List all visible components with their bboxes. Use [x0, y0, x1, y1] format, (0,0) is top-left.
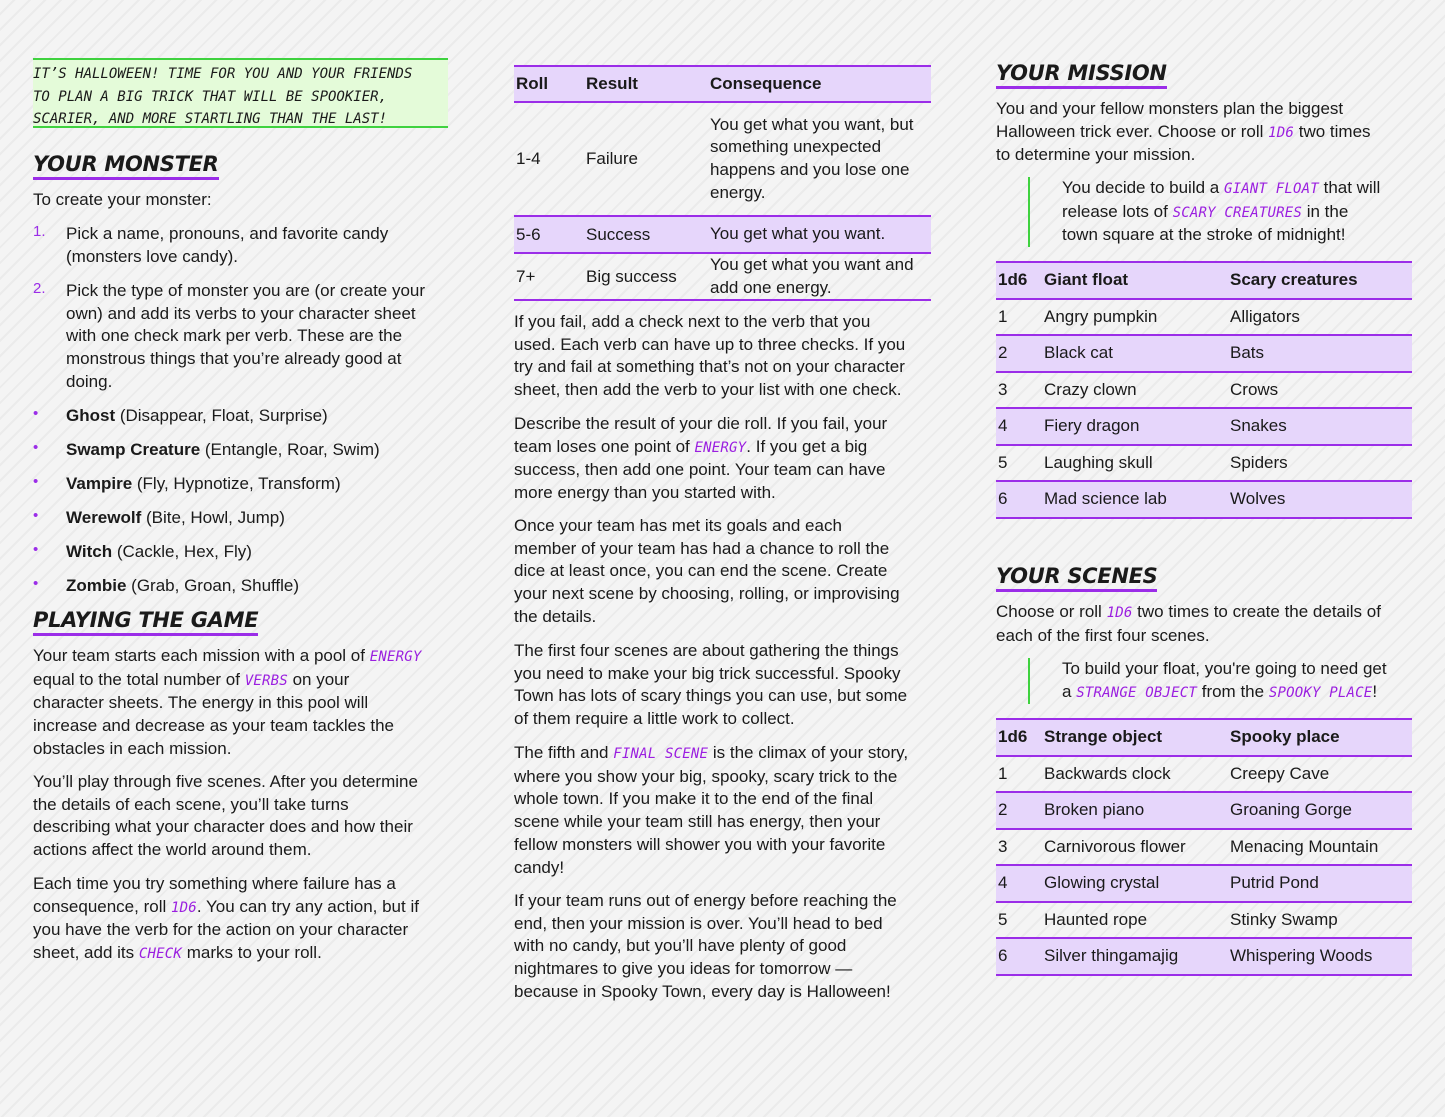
intro-line: SCARIER, AND MORE STARTLING THAN THE LAST!: [33, 111, 388, 128]
die-cell: 6: [998, 489, 1008, 509]
step-text: Pick the type of monster you are (or create your: [66, 281, 426, 300]
mission-callout: [1028, 177, 1412, 247]
heading-your-monster: YOUR MONSTER: [33, 151, 219, 180]
text: to determine your mission.: [996, 145, 1196, 165]
keyword-energy: ENERGY: [694, 439, 747, 456]
paragraph-describe-result: [514, 413, 931, 505]
text: Choose or roll: [996, 602, 1107, 621]
text: more energy than you started with.: [514, 483, 776, 503]
table-row: [514, 216, 931, 253]
float-cell: Mad science lab: [1044, 489, 1167, 509]
paragraph-five-scenes: [33, 771, 448, 862]
roll-table: [514, 65, 931, 301]
monster-name: Vampire: [66, 474, 133, 493]
text: member of your team has had a chance to roll the: [514, 538, 890, 558]
monster-verbs: (Entangle, Roar, Swim): [200, 440, 380, 459]
creature-cell: Spiders: [1230, 452, 1288, 472]
text: used. Each verb can have up to three checks. If you: [514, 334, 906, 354]
table-row: [996, 829, 1412, 866]
text: energy.: [710, 182, 766, 202]
die-cell: 5: [998, 909, 1008, 929]
text: Once your team has met its goals and each: [514, 516, 842, 535]
text: describing what your character does and how their: [33, 817, 413, 837]
step-text: Pick a name, pronouns, and favorite candy: [66, 224, 389, 243]
paragraph-mission: [996, 98, 1412, 167]
text: because in Spooky Town, every day is Halloween!: [514, 981, 891, 1001]
monster-verbs: (Grab, Groan, Shuffle): [126, 576, 300, 595]
text: Each time you try something where failure has a: [33, 874, 396, 893]
consequence-cell: [708, 102, 931, 216]
text: from the: [1197, 681, 1269, 701]
text: !: [1372, 681, 1378, 701]
keyword-spooky-place: SPOOKY PLACE: [1268, 684, 1373, 701]
result-cell: Failure: [586, 149, 638, 168]
text: Your team starts each mission with a pool of: [33, 646, 370, 665]
die-cell: 6: [998, 946, 1008, 966]
text: something unexpected: [710, 137, 882, 157]
monster-name: Witch: [66, 542, 113, 561]
keyword-energy: ENERGY: [369, 649, 422, 665]
float-cell: Black cat: [1044, 343, 1113, 363]
table-row: [996, 902, 1412, 939]
text: To build your float, you're going to need get: [1062, 659, 1387, 678]
paragraph-scenes: [996, 601, 1412, 647]
text: try and fail at something that’s not on your character: [514, 357, 905, 377]
step-text: with one check mark per verb. These are the: [66, 326, 403, 346]
text: happens and you lose one: [710, 160, 910, 179]
monster-name: Werewolf: [66, 508, 142, 527]
die-cell: 5: [998, 452, 1008, 472]
object-cell: Haunted rope: [1044, 909, 1148, 929]
monster-name: Zombie: [66, 576, 127, 595]
paragraph-roll: [33, 873, 448, 966]
text: team loses one point of: [514, 436, 695, 456]
monster-name: Swamp Creature: [66, 440, 201, 459]
text: whole town. If you make it to the end of the final: [514, 789, 874, 809]
table-row: [996, 865, 1412, 902]
bullet: •: [33, 507, 39, 524]
text: The fifth and: [514, 743, 614, 762]
keyword-scary-creatures: SCARY CREATURES: [1172, 204, 1302, 221]
die-cell: 4: [998, 416, 1008, 436]
text: the details of each scene, you’ll take turns: [33, 794, 349, 814]
place-cell: Stinky Swamp: [1230, 909, 1338, 929]
bullet: •: [33, 439, 39, 456]
text: obstacles in each mission.: [33, 738, 232, 758]
text: If you fail, add a check next to the verb that you: [514, 312, 871, 331]
scenes-table: [996, 718, 1412, 976]
object-cell: Silver thingamajig: [1044, 946, 1179, 966]
text: in the: [1302, 201, 1349, 221]
text: dice at least once, you can end the scene. Create: [514, 561, 888, 581]
step-number: 1.: [33, 223, 46, 240]
text: If your team runs out of energy before reaching the: [514, 891, 897, 910]
keyword-1d6: 1D6: [1106, 605, 1133, 621]
table-row: [996, 756, 1412, 793]
text: is the climax of your story,: [708, 743, 909, 762]
object-cell: Broken piano: [1044, 800, 1145, 820]
header-spooky-place: Spooky place: [1230, 727, 1340, 747]
intro-line: IT’S HALLOWEEN! TIME FOR YOU AND YOUR FRIENDS: [33, 66, 413, 82]
text: add one energy.: [710, 277, 832, 297]
text: where you show your big, spooky, scary trick to the: [514, 766, 898, 786]
paragraph-final-scene: [514, 742, 931, 879]
paragraph-energy-pool: [33, 645, 448, 761]
bullet: •: [33, 405, 39, 422]
place-cell: Whispering Woods: [1230, 946, 1373, 966]
text: Describe the result of your die roll. If you fail, your: [514, 414, 888, 433]
text: scene while your team still has energy, then your: [514, 812, 881, 832]
die-cell: 4: [998, 873, 1008, 893]
text: each of the first four scenes.: [996, 625, 1210, 645]
keyword-strange-object: STRANGE OBJECT: [1076, 684, 1197, 701]
bullet: •: [33, 473, 39, 490]
header-1d6: 1d6: [998, 727, 1028, 747]
keyword-1d6: 1D6: [1268, 124, 1295, 141]
consequence-cell: [708, 216, 931, 253]
text: You get what you want, but: [710, 114, 914, 134]
float-cell: Crazy clown: [1044, 379, 1137, 399]
text: You decide to build a: [1062, 178, 1224, 197]
keyword-1d6: 1D6: [170, 899, 197, 916]
step-text: (monsters love candy).: [66, 246, 238, 266]
text: marks to your roll.: [182, 943, 322, 963]
table-row: [996, 792, 1412, 829]
text: nightmares to give you ideas for tomorrow —: [514, 959, 853, 979]
heading-playing-the-game: PLAYING THE GAME: [33, 607, 258, 636]
place-cell: Creepy Cave: [1230, 763, 1330, 783]
keyword-giant-float: GIANT FLOAT: [1223, 181, 1319, 197]
header-result: Result: [586, 74, 638, 93]
object-cell: Glowing crystal: [1044, 873, 1160, 893]
text: equal to the total number of: [33, 669, 245, 689]
object-cell: Backwards clock: [1044, 763, 1171, 783]
float-cell: Fiery dragon: [1044, 416, 1140, 436]
text: with no candy, but you’ll have plenty of good: [514, 936, 847, 956]
text: fellow monsters will shower you with your favorite: [514, 834, 886, 854]
text: . If you get a big: [746, 436, 868, 456]
creature-cell: Alligators: [1230, 306, 1300, 326]
result-cell: Success: [586, 224, 651, 244]
step-text: own) and add its verbs to your character sheet: [66, 303, 416, 323]
creature-cell: Crows: [1230, 379, 1279, 399]
text: sheet, then add the verb to your list with one check.: [514, 380, 902, 400]
text: The first four scenes are about gathering the things: [514, 641, 899, 660]
consequence-cell: [708, 253, 931, 300]
text: two times: [1294, 121, 1371, 141]
text: you have the verb for the action on your character: [33, 920, 409, 940]
text: the details.: [514, 606, 597, 626]
text: You get what you want and: [710, 255, 914, 274]
die-cell: 2: [998, 343, 1008, 363]
die-cell: 2: [998, 800, 1008, 820]
text: You get what you want.: [710, 224, 886, 244]
table-row: [996, 445, 1412, 482]
keyword-check: CHECK: [138, 946, 182, 963]
creature-cell: Wolves: [1230, 489, 1286, 509]
monster-lead: To create your monster:: [33, 190, 212, 209]
text: you need to make your big trick successful. Spooky: [514, 663, 901, 683]
place-cell: Putrid Pond: [1230, 873, 1319, 893]
die-cell: 3: [998, 836, 1008, 856]
table-row: [514, 253, 931, 300]
header-roll: Roll: [516, 74, 549, 93]
die-cell: 1: [998, 763, 1008, 783]
heading-your-mission: YOUR MISSION: [996, 60, 1167, 89]
roll-cell: 5-6: [516, 224, 541, 244]
place-cell: Menacing Mountain: [1230, 836, 1379, 856]
keyword-final-scene: FINAL SCENE: [613, 746, 709, 762]
text: release lots of: [1062, 201, 1173, 221]
bullet: •: [33, 575, 39, 592]
paragraph-out-of-energy: [514, 890, 931, 1004]
scenes-callout: [1028, 658, 1414, 704]
table-row: [996, 372, 1412, 409]
step-text: monstrous things that you’re already good at: [66, 349, 402, 369]
text: You’ll play through five scenes. After you determine: [33, 772, 418, 791]
text: Town has lots of scary things you can use, but some: [514, 686, 908, 706]
text: You and your fellow monsters plan the biggest: [996, 99, 1344, 118]
header-1d6: 1d6: [998, 270, 1028, 290]
paragraph-first-four-scenes: [514, 640, 931, 731]
text: sheet, add its: [33, 943, 139, 963]
step-text: doing.: [66, 371, 113, 391]
creature-cell: Bats: [1230, 343, 1265, 363]
header-giant-float: Giant float: [1044, 270, 1129, 290]
heading-your-scenes: YOUR SCENES: [996, 563, 1157, 592]
table-row: [996, 938, 1412, 975]
monster-verbs: (Bite, Howl, Jump): [141, 508, 285, 527]
text: town square at the stroke of midnight!: [1062, 225, 1346, 245]
monster-verbs: (Cackle, Hex, Fly): [112, 542, 252, 561]
result-cell: Big success: [586, 266, 677, 286]
float-cell: Laughing skull: [1044, 452, 1153, 472]
text: two times to create the details of: [1132, 602, 1381, 621]
table-row: [996, 481, 1412, 518]
paragraph-fail: [514, 311, 931, 402]
intro-banner: [33, 58, 448, 128]
table-row: [996, 335, 1412, 372]
monster-verbs: (Fly, Hypnotize, Transform): [132, 474, 341, 493]
header-strange-object: Strange object: [1044, 727, 1163, 747]
intro-line: TO PLAN A BIG TRICK THAT WILL BE SPOOKIER,: [33, 88, 388, 105]
table-row: [514, 102, 931, 216]
text: your next scene by choosing, rolling, or improvising: [514, 584, 900, 604]
step-number: 2.: [33, 280, 46, 297]
place-cell: Groaning Gorge: [1230, 800, 1352, 820]
mission-table: [996, 261, 1412, 519]
roll-cell: 7+: [516, 266, 536, 286]
header-consequence: Consequence: [710, 74, 822, 93]
text: consequence, roll: [33, 896, 171, 916]
text: increase and decrease as your team tackles the: [33, 716, 394, 736]
table-row: [996, 408, 1412, 445]
die-cell: 3: [998, 379, 1008, 399]
text: that will: [1318, 178, 1381, 197]
die-cell: 1: [998, 306, 1008, 326]
object-cell: Carnivorous flower: [1044, 836, 1186, 856]
monster-verbs: (Disappear, Float, Surprise): [115, 406, 328, 425]
text: of them require a little work to collect.: [514, 709, 795, 729]
text: candy!: [514, 857, 565, 877]
text: success, then add one point. Your team can have: [514, 460, 886, 480]
text: on your: [287, 669, 350, 689]
float-cell: Angry pumpkin: [1044, 306, 1158, 326]
bullet: •: [33, 541, 39, 558]
text: actions affect the world around them.: [33, 840, 312, 860]
paragraph-end-scene: [514, 515, 931, 629]
table-row: [996, 299, 1412, 336]
keyword-verbs: VERBS: [244, 672, 288, 689]
monster-name: Ghost: [66, 406, 116, 425]
text: Halloween trick ever. Choose or roll: [996, 121, 1269, 141]
text: character sheets. The energy in this pool will: [33, 693, 369, 713]
text: end, then your mission is over. You’ll head to bed: [514, 913, 883, 933]
creature-cell: Snakes: [1230, 416, 1287, 436]
header-scary-creatures: Scary creatures: [1230, 270, 1358, 290]
roll-cell: 1-4: [516, 149, 541, 168]
text: a: [1062, 681, 1077, 701]
text: . You can try any action, but if: [196, 896, 419, 916]
